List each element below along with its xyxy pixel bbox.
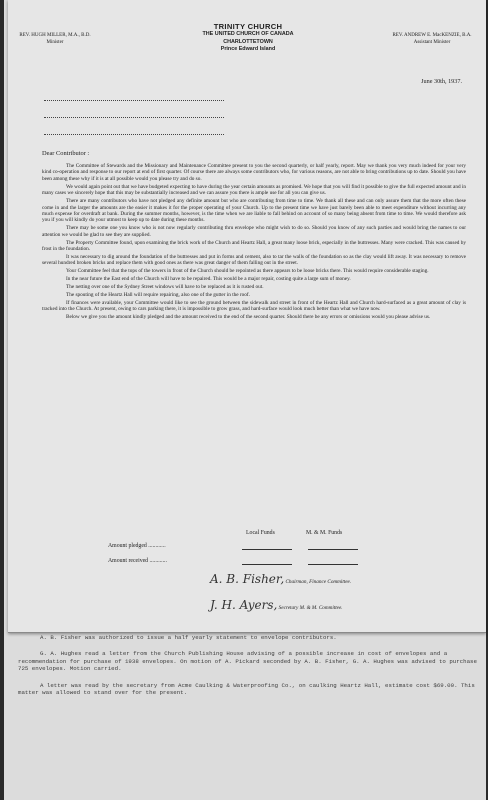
minister-role: Minister: [46, 40, 64, 45]
paragraph: The netting over one of the Sydney Street windows will have to be replaced as it is rusted out.: [66, 283, 264, 290]
address-line-2: [44, 117, 224, 118]
paragraph: The Property Committee found, upon examining the brick work of the Church and Heartz Hall, a great many loose brick, especially in the buttresses. Many were cracked. This was caused by frost in the foundation.: [42, 239, 466, 252]
minister-name: REV. HUGH MILLER, M.A., B.D.: [19, 33, 91, 38]
received-mm-blank: [308, 564, 358, 565]
denomination: THE UNITED CHURCH OF CANADA: [202, 31, 294, 37]
paragraph: The Committee of Stewards and the Missionary and Maintenance Committee present to you the second quarterly, or half yearly, report. May we thank you very much indeed for your very kind co-operation and response to our report at end of first quarter. Of course there are always some contributors who, for various reasons, are not able to bring contributions up to date. Should you have been among these why if it is at all possible would you please try and do so.: [42, 163, 466, 182]
amount-pledged-label: Amount pledged ............: [108, 543, 166, 549]
local-funds-header: Local Funds: [246, 530, 275, 536]
minutes-paragraph: A. B. Fisher was authorized to issue a half yearly statement to envelope contributors.: [40, 634, 337, 641]
letter-date: June 30th, 1937.: [421, 78, 462, 85]
minutes-page: [4, 0, 486, 800]
paragraph: The spouting of the Heartz Hall will require repairing, also one of the gutter in the roof.: [66, 291, 250, 298]
received-local-blank: [242, 564, 292, 565]
pledged-mm-blank: [308, 549, 358, 550]
salutation: Dear Contributor :: [42, 150, 90, 157]
letter-page: [8, 0, 486, 633]
assistant-minister-name: REV. ANDREW E. MacKENZIE, B.A.: [392, 33, 472, 38]
paragraph: Your Committee feel that the tops of the towers in front of the Church should be repointed as there appears to be loose bricks there. This would require considerable staging.: [66, 268, 429, 275]
letter-body: [42, 163, 466, 322]
minister-block: [14, 32, 96, 46]
church-name: TRINITY CHURCH: [213, 22, 283, 31]
amount-received-label: Amount received ............: [108, 558, 167, 564]
assistant-minister-role: Assistant Minister: [413, 40, 451, 45]
signature-name: J. H. Ayers,: [210, 598, 278, 612]
paragraph: We would again point out that we have budgeted expecting to have during the year certain amounts as promised. We hope that you will find it possible to give the full expected amount and in many cases we sincerely hope that this may be substantially increased and we can assure you there is ample use for all you can give us.: [42, 183, 466, 197]
paragraph: In the near future the East end of the Church will have to be repaired. This would be a major repair, costing quite a large sum of money.: [66, 275, 351, 282]
city: CHARLOTTETOWN: [223, 38, 273, 45]
paragraph: If finances were available, your Committee would like to see the ground between the sidewalk and street in front of the Heartz Hall and Church hard-surfaced as a great amount of clay is tracked into the Church. At present, owing to cars parking there, it is impossible to grow grass, and hard-surface would look much better than what we have now.: [42, 299, 466, 312]
signature-ayers: [210, 598, 343, 612]
minutes-paragraph: G. A. Hughes read a letter from the Church Publishing House advising of a possible increase in cost of envelopes and a recommendation for purchase of 1938 envelopes. On motion of A. Pickard seconded by A. B. Fisher, G. A. Hughes was advised to purchase 725 envelopes. Motion carried.: [18, 650, 477, 673]
paragraph: There may be some one you know who is not now regularly contributing thru envelope who might wish to do so. Should you know of any such parties and would bring the names to our attention we would be glad to see they are supplied.: [42, 225, 466, 238]
letterhead: [158, 22, 338, 54]
paragraph: It was necessary to dig around the foundation of the buttresses and put in forms and cement, also to tar the walls of the foundation so as the clay would lift away. It was necessary to remove several hundred broken bricks and replace them with good ones as there was great danger of them falling out in the street.: [42, 253, 466, 267]
paragraph: Below we give you the amount kindly pledged and the amount received to the end of the second quarter. Should there be any errors or omissions would you please advise us.: [66, 313, 431, 320]
address-line-3: [44, 134, 224, 135]
pledged-local-blank: [242, 549, 292, 550]
address-line-1: [44, 100, 224, 101]
typed-minutes: [18, 634, 478, 705]
signature-fisher: [210, 572, 351, 586]
assistant-minister-block: [382, 32, 482, 46]
signature-name: A. B. Fisher,: [210, 572, 285, 586]
mm-funds-header: M. & M. Funds: [306, 530, 343, 536]
signature-title: Secretary M. & M. Committee.: [278, 605, 343, 611]
signature-title: Chairman, Finance Committee.: [285, 579, 352, 585]
province: Prince Edward Island: [220, 46, 276, 52]
minutes-paragraph: A letter was read by the secretary from Acme Caulking & Waterproofing Co., on caulking Heartz Hall, estimate cost $69.00. This matter was allowed to stand over for the present.: [18, 681, 475, 697]
paragraph: There are many contributors who have not pledged any definite amount but who are contributing from time to time. We thank all these and can only assure them that the more often these come in and the larger the amounts are the easier it makes it for the proper operating of your Church. Up to the present time we have just barely been able to meet expenditure without incurring any much expense for overdraft at bank. During the summer months, however, is the time when we are liable to fall behind on account of so many being absent from time to time. We would therefore ask you if you will kindly do your utmost to keep up to date during these months.: [42, 198, 466, 224]
